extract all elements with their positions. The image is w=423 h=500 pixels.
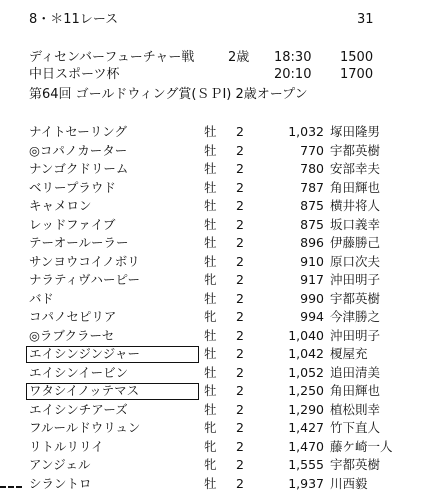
entry-row <box>0 234 423 252</box>
race-time: 20:10 <box>274 67 312 82</box>
jockey-name: 追田清美 <box>330 364 381 380</box>
horse-age: 2 <box>236 272 244 287</box>
entry-number: 787 <box>300 179 324 195</box>
horse-sex: 牡 <box>204 124 217 139</box>
entry-row <box>0 345 423 363</box>
jockey-name: 安部幸夫 <box>330 161 381 176</box>
entry-number: 875 <box>300 216 324 232</box>
entry-number: 875 <box>300 198 324 213</box>
entry-number: 1,555 <box>288 457 324 472</box>
horse-name: ワタシイノッテマス <box>29 383 140 398</box>
entry-number: 910 <box>300 253 324 269</box>
entry-row <box>0 419 423 437</box>
horse-sex: 牝 <box>204 309 217 324</box>
horse-age: 2 <box>236 198 244 213</box>
horse-name: ◎コパノカーター <box>29 142 128 158</box>
entry-row <box>0 456 423 474</box>
entry-number: 994 <box>300 309 324 324</box>
horse-age: 2 <box>236 290 244 306</box>
race-name: 中日スポーツ杯 <box>29 67 120 82</box>
entry-number: 1,937 <box>288 475 324 491</box>
horse-sex: 牡 <box>204 198 217 213</box>
horse-name: キャメロン <box>29 198 92 213</box>
dashed-divider <box>0 486 22 488</box>
horse-name: コパノセピリア <box>29 309 117 324</box>
entry-row <box>0 179 423 197</box>
horse-sex: 牡 <box>204 383 217 398</box>
horse-sex: 牡 <box>204 401 217 417</box>
race-line-1 <box>29 50 409 66</box>
horse-sex: 牡 <box>204 161 217 176</box>
horse-name: シラントロ <box>29 475 92 491</box>
horse-name: ナイトセーリング <box>29 124 128 139</box>
entry-number: 896 <box>300 235 324 250</box>
entry-number: 1,250 <box>288 383 324 398</box>
race-code: 8・＊11レース <box>29 12 119 27</box>
jockey-name: 原口次夫 <box>330 253 381 269</box>
entry-number: 1,427 <box>288 420 324 435</box>
horse-name: テーオールーラー <box>29 235 129 250</box>
race-name: ディセンバーフューチャー戦 <box>29 50 195 65</box>
race-title: 第64回 ゴールドウィング賞(ＳＰⅠ) 2歳オープン <box>29 87 308 102</box>
entry-row <box>0 401 423 419</box>
entry-row <box>0 327 423 345</box>
horse-age: 2 <box>236 142 244 158</box>
horse-name: ナラティヴハーピー <box>29 272 141 287</box>
entry-number: 1,052 <box>288 364 324 380</box>
horse-sex: 牡 <box>204 346 217 361</box>
horse-sex: 牝 <box>204 438 217 454</box>
horse-age: 2 <box>236 401 244 417</box>
horse-sex: 牡 <box>204 253 217 269</box>
jockey-name: 伊藤勝己 <box>330 235 381 250</box>
horse-sex: 牡 <box>204 364 217 380</box>
horse-age: 2 <box>236 179 244 195</box>
horse-name: エイシンイービン <box>29 364 129 380</box>
jockey-name: 竹下直人 <box>330 420 381 435</box>
entry-row <box>0 364 423 382</box>
horse-name: エイシンジンジャー <box>29 346 141 361</box>
race-time: 18:30 <box>274 50 312 65</box>
horse-age: 2 <box>236 364 244 380</box>
jockey-name: 沖田明子 <box>330 327 381 343</box>
horse-age: 2 <box>236 457 244 472</box>
race-distance: 1700 <box>340 67 374 82</box>
horse-age: 2 <box>236 124 244 139</box>
jockey-name: 横井将人 <box>330 198 381 213</box>
entry-row <box>0 123 423 141</box>
horse-name: バド <box>29 290 54 306</box>
jockey-name: 坂口義幸 <box>330 216 381 232</box>
horse-name: ◎ラブクラーセ <box>29 327 115 343</box>
jockey-name: 沖田明子 <box>330 272 381 287</box>
entry-row <box>0 290 423 308</box>
race-distance: 1500 <box>340 50 374 65</box>
jockey-name: 川西毅 <box>330 475 368 491</box>
horse-sex: 牡 <box>204 290 217 306</box>
horse-age: 2 <box>236 420 244 435</box>
jockey-name: 塚田隆男 <box>330 124 381 139</box>
page-number: 31 <box>357 12 374 27</box>
jockey-name: 宇都英樹 <box>330 142 381 158</box>
horse-name: アンジェル <box>29 457 91 472</box>
entry-row <box>0 271 423 289</box>
race-line-2 <box>29 67 409 83</box>
horse-age: 2 <box>236 327 244 343</box>
horse-sex: 牡 <box>204 142 217 158</box>
jockey-name: 今津勝之 <box>330 309 381 324</box>
entry-row <box>0 382 423 400</box>
horse-age: 2 <box>236 216 244 232</box>
horse-name: エイシンチアーズ <box>29 401 128 417</box>
jockey-name: 角田輝也 <box>330 383 381 398</box>
entry-row <box>0 308 423 326</box>
horse-age: 2 <box>236 438 244 454</box>
horse-sex: 牡 <box>204 235 217 250</box>
jockey-name: 宇都英樹 <box>330 290 381 306</box>
horse-name: サンヨウコイノボリ <box>29 253 140 269</box>
entry-number: 780 <box>300 161 324 176</box>
horse-age: 2 <box>236 309 244 324</box>
horse-name: ベリープラウド <box>29 179 116 195</box>
horse-sex: 牝 <box>204 457 217 472</box>
jockey-name: 植松則幸 <box>330 401 381 417</box>
entry-number: 1,470 <box>288 438 324 454</box>
horse-age: 2 <box>236 383 244 398</box>
entry-number: 1,042 <box>288 346 324 361</box>
entry-row <box>0 142 423 160</box>
horse-name: フルールドウリュン <box>29 420 141 435</box>
horse-sex: 牡 <box>204 216 217 232</box>
entry-number: 917 <box>300 272 324 287</box>
entry-row <box>0 197 423 215</box>
jockey-name: 藤ケ崎一人 <box>330 438 393 454</box>
jockey-name: 角田輝也 <box>330 179 381 195</box>
horse-sex: 牡 <box>204 179 217 195</box>
entry-row <box>0 253 423 271</box>
race-line-3 <box>29 87 409 103</box>
entry-number: 1,040 <box>288 327 324 343</box>
jockey-name: 宇都英樹 <box>330 457 381 472</box>
entry-number: 1,290 <box>288 401 324 417</box>
horse-name: レッドファイブ <box>29 216 116 232</box>
entry-number: 770 <box>300 142 324 158</box>
race-age: 2歳 <box>228 50 250 65</box>
horse-age: 2 <box>236 346 244 361</box>
entry-number: 990 <box>300 290 324 306</box>
horse-sex: 牝 <box>204 272 217 287</box>
horse-age: 2 <box>236 475 244 491</box>
entry-number: 1,032 <box>288 124 324 139</box>
horse-sex: 牡 <box>204 327 217 343</box>
horse-sex: 牡 <box>204 475 217 491</box>
entry-row <box>0 216 423 234</box>
entry-row <box>0 160 423 178</box>
entry-row <box>0 438 423 456</box>
horse-sex: 牝 <box>204 420 217 435</box>
jockey-name: 榎屋充 <box>330 346 368 361</box>
horse-name: リトルリリイ <box>29 438 104 454</box>
horse-age: 2 <box>236 161 244 176</box>
horse-age: 2 <box>236 253 244 269</box>
horse-name: ナンゴクドリーム <box>29 161 129 176</box>
horse-age: 2 <box>236 235 244 250</box>
entry-row <box>0 475 423 493</box>
